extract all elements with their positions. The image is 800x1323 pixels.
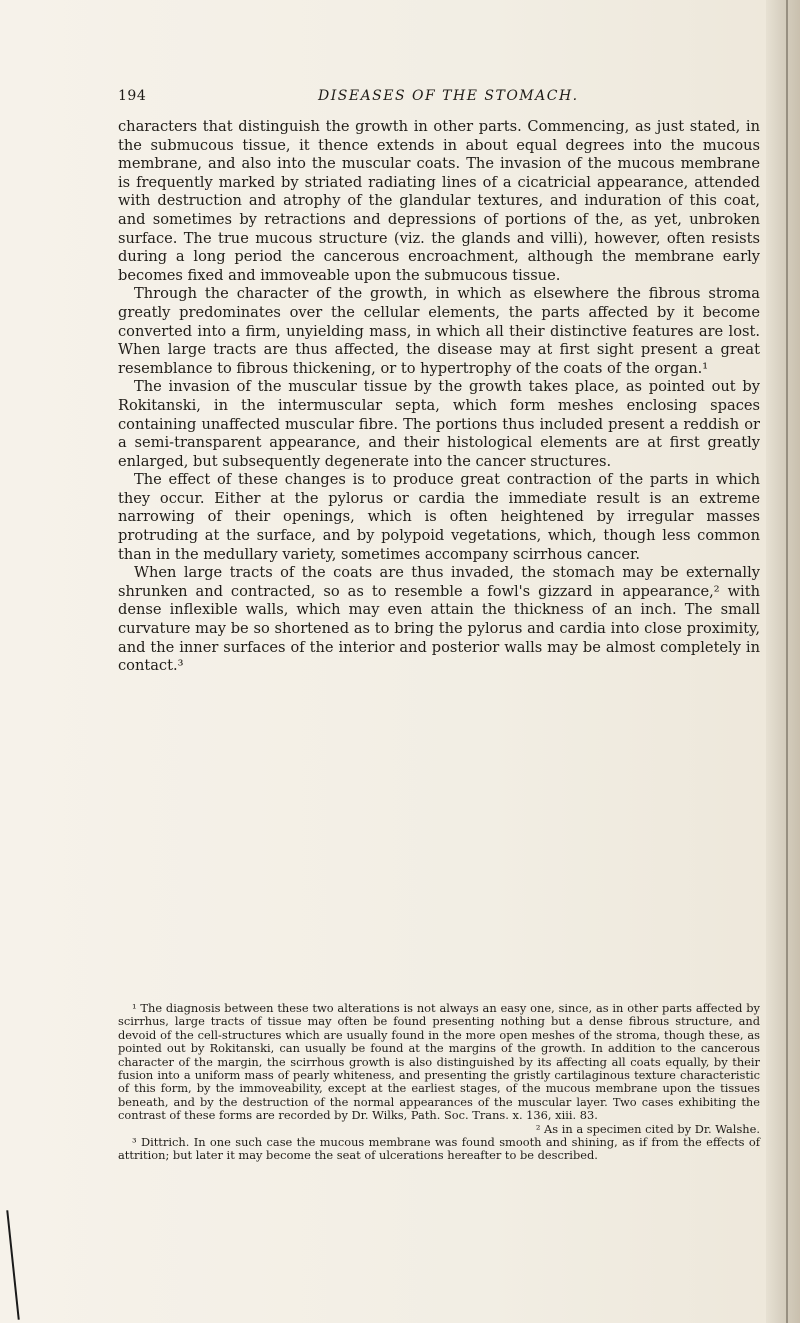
footnotes [118, 1002, 760, 1163]
page-edge-line [786, 0, 788, 1323]
page-edge-shadow [766, 0, 800, 1323]
paragraph: characters that distinguish the growth in other parts. Commencing, as just stated, in the submucous tissue, it thence extends in about equal degrees into the mucous membrane, and also into the muscular coats. The invasion of the mucous membrane is frequently marked by striated radiating lines of a cicatricial appearance, attended with destruction and atrophy of the glandular textures, and induration of this coat, and sometimes by retractions and depressions of portions of the, as yet, unbroken surface. The true mucous structure (viz. the glands and villi), however, often resists during a long period the cancerous encroachment, although the membrane early becomes fixed and immoveable upon the submucous tissue. [118, 118, 760, 284]
paragraph: Through the character of the growth, in which as elsewhere the fibrous stroma greatly predominates over the cellular elements, the parts affected by it become converted into a firm, unyielding mass, in which all their distinctive features are lost. When large tracts are thus affected, the disease may at first sight present a great resemblance to fibrous thickening, or to hypertrophy of the coats of the organ.¹ [118, 285, 760, 377]
margin-scratch-mark [6, 1210, 19, 1320]
paragraph: The invasion of the muscular tissue by the growth takes place, as pointed out by Rokitanski, in the intermuscular septa, which form meshes enclosing spaces containing unaffected muscular fibre. The portions thus included present a reddish or a semi-transparent appearance, and their histological elements are at first greatly enlarged, but subsequently degenerate into the cancer structures. [118, 378, 760, 470]
paragraph: When large tracts of the coats are thus invaded, the stomach may be externally shrunken and contracted, so as to resemble a fowl's gizzard in appearance,² with dense inflexible walls, which may even attain the thickness of an inch. The small curvature may be so shortened as to bring the pylorus and cardia into close proximity, and the inner surfaces of the interior and posterior walls may be almost completely in contact.³ [118, 564, 760, 675]
footnote: ² As in a specimen cited by Dr. Walshe. [535, 1121, 760, 1136]
paragraph: The effect of these changes is to produce great contraction of the parts in which they occur. Either at the pylorus or cardia the immediate result is an extreme narrowing of their openings, which is often heightened by irregular masses protruding at the surface, and by polypoid vegetations, which, though less common than in the medullary variety, sometimes accompany scirrhous cancer. [118, 471, 760, 563]
footnote: ¹ The diagnosis between these two alterations is not always an easy one, since, as in other parts affected by scirrhus, large tracts of tissue may often be found presenting nothing but a dense fibrous structure, and devoid of the cell-structures which are usually found in the more open meshes of the stroma, though these, as pointed out by Rokitanski, can usually be found at the margins of the growth. In addition to the cancerous character of the margin, the scirrhous growth is also distinguished by its affecting all coats equally, by their fusion into a uniform mass of pearly whiteness, and presenting the gristly cartilaginous texture characteristic of this form, by the immoveability, except at the earliest stages, of the mucous membrane upon the tissues beneath, and by the destruction of the normal appearances of the muscular layer. Two cases exhibiting the contrast of these forms are recorded by Dr. Wilks, Path. Soc. Trans. x. 136, xiii. 83. [118, 1001, 760, 1123]
page-header [118, 88, 758, 112]
page-number: 194 [118, 88, 147, 104]
running-head: DISEASES OF THE STOMACH. [318, 88, 579, 104]
body-text [118, 118, 760, 676]
footnote: ³ Dittrich. In one such case the mucous membrane was found smooth and shining, as if from the effects of attrition; but later it may become the seat of ulcerations hereafter to be described. [118, 1135, 760, 1163]
